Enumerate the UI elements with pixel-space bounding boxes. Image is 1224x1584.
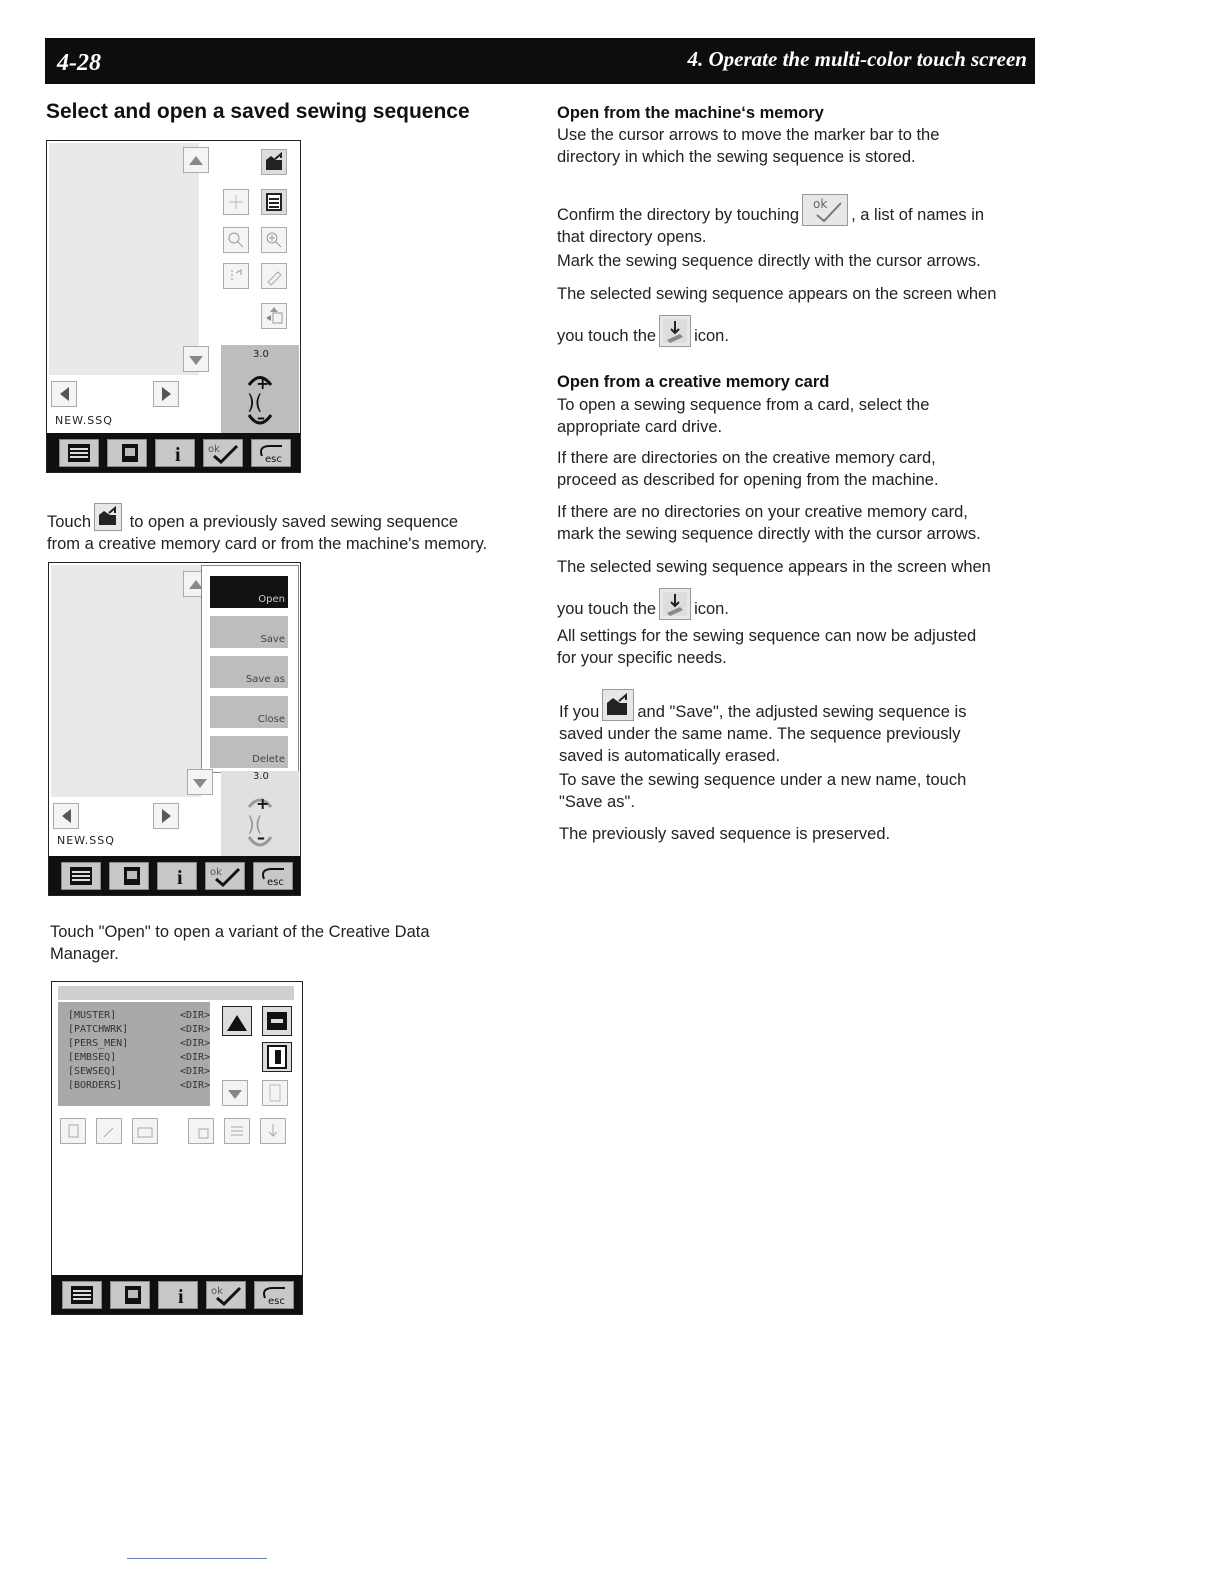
directory-list[interactable] [58, 1002, 210, 1106]
paragraph: To save the sewing sequence under a new name, touch "Save as". [559, 771, 967, 811]
info-button[interactable] [158, 1281, 198, 1309]
esc-label: esc [265, 454, 282, 465]
copy-icon[interactable] [188, 1118, 214, 1144]
ok-confirm-icon [802, 194, 848, 226]
zoom-in-icon[interactable] [261, 227, 287, 253]
section-title: Select and open a saved sewing sequence [46, 100, 470, 123]
esc-button[interactable] [253, 862, 293, 890]
list-item[interactable]: [PERS_MEN] <DIR> [68, 1038, 211, 1049]
scroll-down-icon[interactable] [183, 346, 209, 372]
esc-label: esc [267, 877, 284, 888]
svg-text:ok: ok [813, 197, 828, 211]
stitch-width-control[interactable] [221, 771, 299, 861]
page-header [45, 38, 1035, 84]
page-number: 4-28 [57, 50, 101, 76]
menu-save-as-button[interactable]: Save as [210, 656, 288, 688]
menu-button[interactable] [59, 439, 99, 467]
scroll-right-icon[interactable] [153, 381, 179, 407]
details-icon[interactable] [262, 1080, 288, 1106]
ok-label: ok [208, 444, 220, 455]
file-name: NEW.SSQ [57, 834, 115, 847]
paragraph: The selected sewing sequence appears on the screen when you touch the icon. [557, 285, 997, 345]
load-sequence-icon [659, 588, 691, 620]
info-button[interactable] [157, 862, 197, 890]
menu-save-button[interactable]: Save [210, 616, 288, 648]
path-bar [58, 986, 294, 1000]
stitch-width-control[interactable] [221, 345, 299, 437]
footer-rule [127, 1558, 267, 1559]
heading-machine-memory: Open from the machine‘s memory [557, 104, 824, 122]
info-button[interactable] [155, 439, 195, 467]
paragraph: To open a sewing sequence from a card, select the appropriate card drive. [557, 396, 930, 436]
paragraph: Use the cursor arrows to move the marker bar to the directory in which the sewing sequence is stored. [557, 126, 940, 166]
load-icon[interactable] [260, 1118, 286, 1144]
file-open-icon [94, 503, 122, 531]
paragraph: The previously saved sequence is preserved. [559, 825, 891, 843]
list-item[interactable]: [EMBSEQ] <DIR> [68, 1052, 211, 1063]
sequence-preview-area [51, 565, 201, 797]
machine-button[interactable] [107, 439, 147, 467]
ok-button[interactable] [206, 1281, 246, 1309]
machine-button[interactable] [110, 1281, 150, 1309]
list-item[interactable]: [BORDERS] <DIR> [68, 1080, 211, 1091]
insert-icon[interactable] [261, 303, 287, 329]
caption-open-icon: Touch to open a previously saved sewing sequence from a creative memory card or from the machine's memory. [47, 503, 537, 555]
menu-button[interactable] [62, 1281, 102, 1309]
bottom-toolbar [49, 856, 300, 895]
sequence-preview-area [49, 143, 199, 375]
pattern-start-icon[interactable] [223, 263, 249, 289]
paragraph: Confirm the directory by touching ok , a list of names in that directory opens. [557, 194, 1047, 248]
scroll-left-icon[interactable] [53, 803, 79, 829]
ok-button[interactable] [205, 862, 245, 890]
scroll-down-icon[interactable] [187, 769, 213, 795]
scroll-up-icon[interactable] [183, 147, 209, 173]
edit-icon[interactable] [261, 263, 287, 289]
paragraph: The selected sewing sequence appears in the screen when you touch the icon. [557, 558, 991, 618]
edit-file-icon[interactable] [96, 1118, 122, 1144]
list-item[interactable]: [SEWSEQ] <DIR> [68, 1066, 211, 1077]
svg-text:–: – [257, 408, 265, 427]
esc-button[interactable] [251, 439, 291, 467]
caption-open-menu: Touch "Open" to open a variant of the Creative Data Manager. [50, 923, 430, 963]
list-item[interactable]: [MUSTER] <DIR> [68, 1010, 211, 1021]
screen-data-manager [51, 981, 303, 1315]
svg-text:–: – [257, 828, 265, 847]
file-open-icon [602, 689, 634, 721]
esc-button[interactable] [254, 1281, 294, 1309]
esc-label: esc [268, 1296, 285, 1307]
paragraph: If you and "Save", the adjusted sewing sequence is saved under the same name. The sequence previously saved is automatically erased. [559, 689, 1049, 767]
svg-text:)(: )( [247, 390, 263, 414]
ok-button[interactable] [203, 439, 243, 467]
drive-icon[interactable] [262, 1006, 292, 1036]
move-icon[interactable] [223, 189, 249, 215]
ok-label: ok [211, 1286, 223, 1297]
card-drive-icon[interactable] [262, 1042, 292, 1072]
paragraph: If there are directories on the creative memory card, proceed as described for opening from the machine. [557, 449, 939, 489]
machine-button[interactable] [109, 862, 149, 890]
file-icon-1[interactable] [60, 1118, 86, 1144]
folder-icon[interactable] [132, 1118, 158, 1144]
info-icon-label: i [177, 867, 183, 889]
menu-button[interactable] [61, 862, 101, 890]
paragraph: If there are no directories on your creative memory card, mark the sewing sequence directly with the cursor arrows. [557, 503, 981, 543]
menu-close-button[interactable]: Close [210, 696, 288, 728]
scroll-down-icon[interactable] [222, 1080, 248, 1106]
list-item[interactable]: [PATCHWRK] <DIR> [68, 1024, 211, 1035]
svg-text:+: + [256, 374, 270, 393]
file-name: NEW.SSQ [55, 414, 113, 427]
scroll-up-icon[interactable] [222, 1006, 252, 1036]
ok-label: ok [210, 867, 222, 878]
scroll-left-icon[interactable] [51, 381, 77, 407]
stitch-width-value: 3.0 [253, 771, 269, 782]
file-open-icon[interactable] [261, 149, 287, 175]
bottom-toolbar [47, 433, 300, 472]
menu-delete-button[interactable]: Delete [210, 736, 288, 768]
stitch-width-value: 3.0 [253, 349, 269, 360]
load-sequence-icon [659, 315, 691, 347]
paragraph: All settings for the sewing sequence can now be adjusted for your specific needs. [557, 627, 977, 667]
list-view-icon[interactable] [224, 1118, 250, 1144]
menu-open-button[interactable]: Open [210, 576, 288, 608]
chapter-title: 4. Operate the multi-color touch screen [687, 47, 1027, 71]
file-menu [201, 565, 299, 773]
svg-text:)(: )( [247, 812, 263, 836]
scroll-right-icon[interactable] [153, 803, 179, 829]
heading-creative-memory-card: Open from a creative memory card [557, 373, 830, 391]
info-icon-label: i [178, 1286, 184, 1308]
paragraph: Mark the sewing sequence directly with the cursor arrows. [557, 252, 981, 270]
screen-main [46, 140, 301, 473]
zoom-out-icon[interactable] [223, 227, 249, 253]
info-icon-label: i [175, 444, 181, 466]
screen-file-menu [48, 562, 301, 896]
bottom-toolbar [52, 1275, 302, 1314]
svg-text:+: + [256, 794, 270, 813]
list-view-icon[interactable] [261, 189, 287, 215]
